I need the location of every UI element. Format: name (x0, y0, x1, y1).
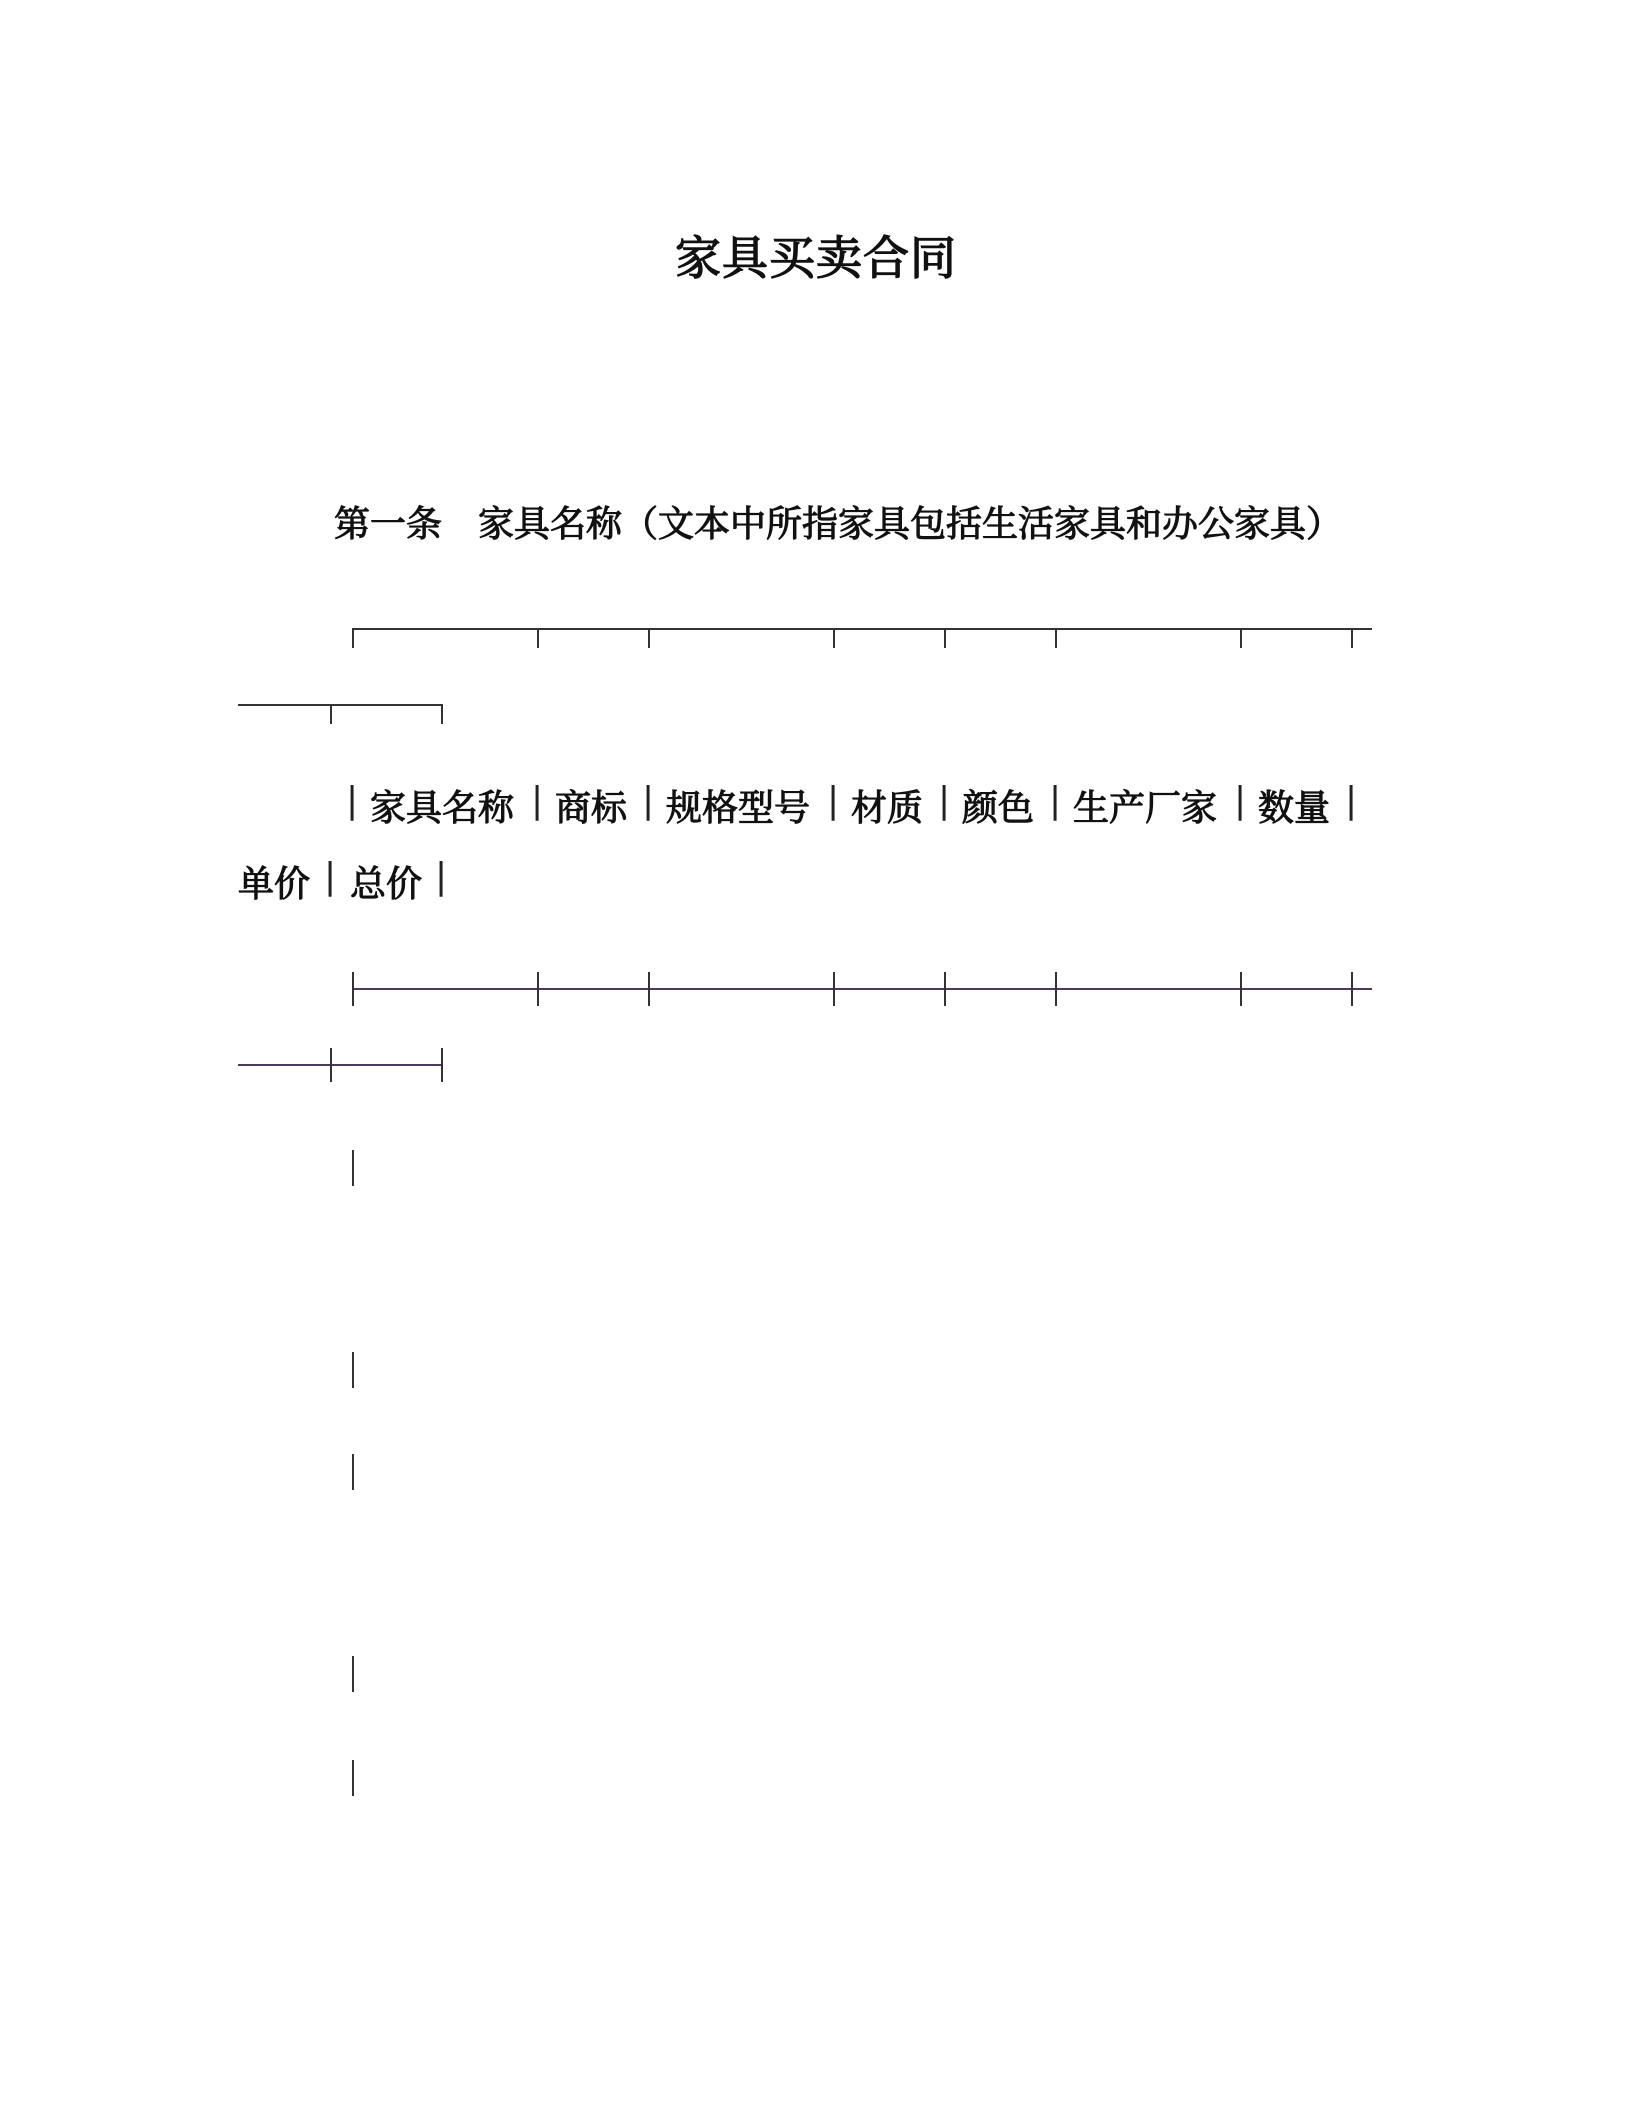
cell-separator: | (324, 856, 337, 897)
table-tick (1351, 972, 1353, 1006)
table-tick (537, 972, 539, 1006)
cell-separator: | (531, 780, 544, 821)
table-tick (441, 1048, 443, 1082)
table-tick (944, 972, 946, 1006)
table-tick (441, 704, 443, 724)
table-tick (330, 1048, 332, 1082)
table-tick (648, 972, 650, 1006)
table-tick (833, 628, 835, 648)
table-tick (944, 628, 946, 648)
table-tick (352, 628, 354, 648)
table-rule (238, 704, 442, 706)
table-row-border (352, 1454, 354, 1490)
header-cell: 数量 (1258, 788, 1331, 829)
header-cell: 总价 (350, 864, 423, 905)
table-rule (352, 628, 1372, 630)
table-tick (648, 628, 650, 648)
header-cell: 材质 (851, 788, 924, 829)
table-tick (537, 628, 539, 648)
header-cell: 颜色 (962, 788, 1035, 829)
cell-separator: | (1234, 780, 1247, 821)
table-row-border (352, 1150, 354, 1186)
header-cell: 生产厂家 (1073, 788, 1218, 829)
cell-separator: | (435, 856, 448, 897)
header-cell: 规格型号 (666, 788, 811, 829)
article-heading: 第一条 家具名称（文本中所指家具包括生活家具和办公家具） (334, 504, 1343, 545)
header-cell: 家具名称 (370, 788, 515, 829)
header-cell: 单价 (238, 864, 311, 905)
table-row-border (352, 1656, 354, 1692)
document-title: 家具买卖合同 (675, 231, 957, 285)
table-tick (833, 972, 835, 1006)
cell-separator: | (1345, 780, 1358, 821)
cell-separator: | (1049, 780, 1062, 821)
table-rule (238, 1064, 442, 1066)
table-tick (330, 704, 332, 724)
header-cell: 商标 (555, 788, 628, 829)
table-tick (1055, 628, 1057, 648)
table-tick (1055, 972, 1057, 1006)
table-tick (1351, 628, 1353, 648)
table-tick (352, 972, 354, 1006)
cell-separator: | (642, 780, 655, 821)
cell-separator: | (938, 780, 951, 821)
table-rule (352, 988, 1372, 990)
table-tick (1240, 628, 1242, 648)
table-row-border (352, 1760, 354, 1796)
cell-separator: | (346, 780, 359, 821)
table-tick (1240, 972, 1242, 1006)
table-row-border (352, 1352, 354, 1388)
cell-separator: | (827, 780, 840, 821)
